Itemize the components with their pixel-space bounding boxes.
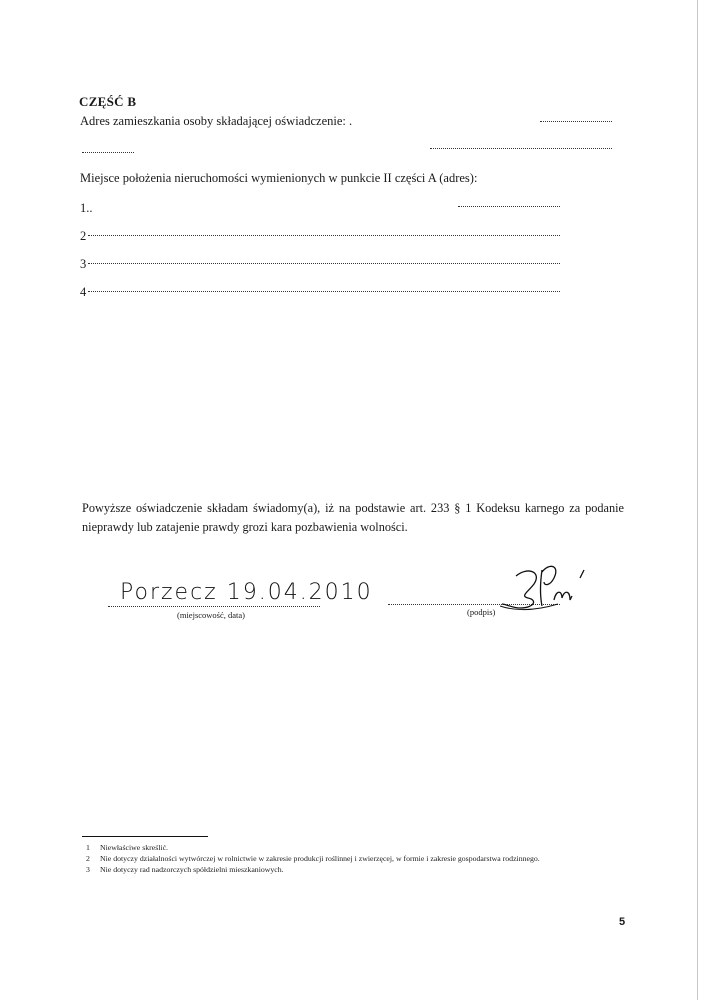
address-fill-line-1 <box>540 121 612 122</box>
item-1-fill-line <box>458 206 560 207</box>
page-edge <box>697 0 698 1000</box>
declaration-text: Powyższe oświadczenie składam świadomy(a), iż na podstawie art. 233 § 1 Kodeksu karnego za podanie nieprawdy lub zatajenie prawdy grozi kara pozbawienia wolności. <box>82 501 624 534</box>
footnote-3 <box>86 864 284 875</box>
item-2-fill-line <box>88 235 560 236</box>
footnote-separator <box>82 836 208 837</box>
signature-scribble <box>498 560 608 620</box>
place-date-handwritten: Porzecz 19.04.2010 <box>120 580 373 605</box>
footnote-1-number: 1 <box>86 843 90 852</box>
signature-caption: (podpis) <box>467 607 496 617</box>
footnote-1 <box>86 842 168 853</box>
footnote-3-text: Nie dotyczy rad nadzorczych spółdzielni mieszkaniowych. <box>100 865 284 874</box>
item-2-number: 2 <box>80 229 87 243</box>
footnote-2-number: 2 <box>86 854 90 863</box>
place-date-line <box>108 606 320 607</box>
section-heading: CZĘŚĆ B <box>79 94 137 109</box>
footnote-2 <box>86 853 540 864</box>
property-label: Miejsce położenia nieruchomości wymienionych w punkcie II części A (adres): <box>80 171 478 185</box>
item-1-number: 1.. <box>80 201 93 215</box>
item-4-number: 4 <box>80 285 87 299</box>
address-fill-line-2a <box>82 152 134 153</box>
footnote-2-text: Nie dotyczy działalności wytwórczej w rolnictwie w zakresie produkcji roślinnej i zwierzęcej, w formie i zakresie gospodarstwa rodzinnego. <box>100 854 540 863</box>
footnote-1-text: Niewłaściwe skreślić. <box>100 843 168 852</box>
page-number: 5 <box>619 916 626 928</box>
item-4-fill-line <box>88 291 560 292</box>
item-3-fill-line <box>88 263 560 264</box>
item-3-number: 3 <box>80 257 87 271</box>
address-fill-line-2b <box>430 148 612 149</box>
place-date-caption: (miejscowość, data) <box>177 610 245 620</box>
footnote-3-number: 3 <box>86 865 90 874</box>
address-label: Adres zamieszkania osoby składającej oświadczenie: . <box>80 114 353 128</box>
